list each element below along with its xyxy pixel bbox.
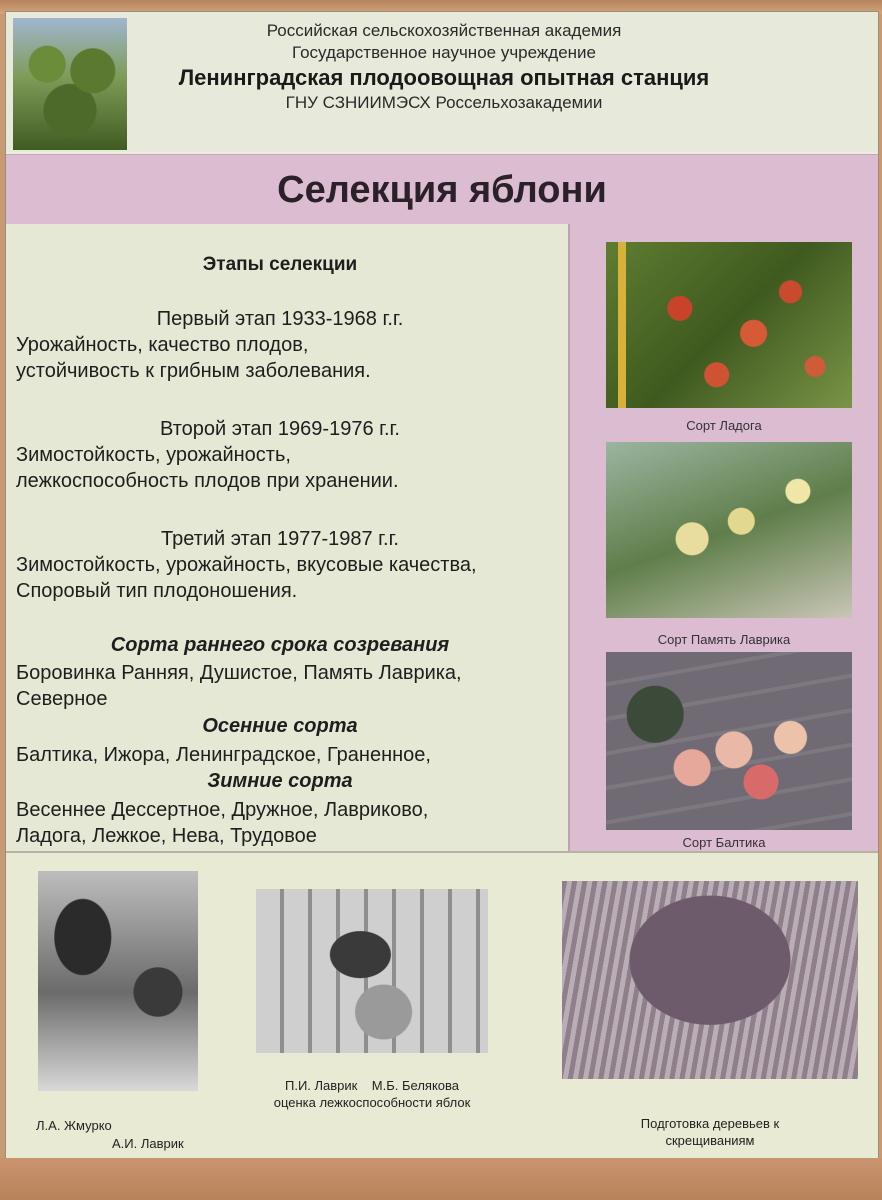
poster-title: Селекция яблони — [277, 169, 607, 211]
stage-1-title: Первый этап 1933-1968 г.г. — [156, 308, 404, 330]
tree-preparation-photo — [562, 881, 858, 1079]
autumn-varieties-heading: Осенние сорта — [202, 715, 358, 737]
academy-name: Российская сельскохозяйственная академия — [266, 21, 622, 40]
wooden-frame-bottom — [0, 1158, 882, 1200]
title-bar — [6, 154, 878, 226]
baltika-caption: Сорт Балтика — [682, 835, 766, 850]
ladoga-caption: Сорт Ладога — [686, 418, 762, 433]
stage-2-line-2: лежкоспособность плодов при хранении. — [16, 470, 399, 492]
institution-abbrev: ГНУ СЗНИИМЭСХ Россельхозакадемии — [285, 93, 603, 112]
stage-1-line-2: устойчивость к грибным заболевания. — [16, 360, 371, 382]
institution-type: Государственное научное учреждение — [292, 43, 596, 62]
photo-1-caption-line-2: А.И. Лаврик — [112, 1136, 184, 1151]
photo-3-caption-line-2: скрещиваниям — [665, 1133, 755, 1148]
pamyat-lavrika-apple-photo — [606, 442, 852, 618]
photo-2-caption-line-2: оценка лежкоспособности яблок — [273, 1095, 471, 1110]
early-varieties-line-2: Северное — [16, 688, 108, 710]
stage-1-line-1: Урожайность, качество плодов, — [16, 334, 309, 356]
pamyat-lavrika-caption: Сорт Память Лаврика — [657, 632, 791, 647]
selection-text-panel — [6, 224, 570, 851]
stage-2-line-1: Зимостойкость, урожайность, — [16, 444, 291, 466]
variety-photos-column — [570, 224, 878, 851]
header-text — [134, 20, 754, 114]
station-name: Ленинградская плодоовощная опытная станция — [178, 65, 710, 90]
poster-header — [6, 12, 878, 152]
autumn-varieties-line-1: Балтика, Ижора, Ленинградское, Граненное, — [16, 744, 431, 766]
stage-3-line-2: Споровый тип плодоношения. — [16, 580, 298, 602]
photo-2-caption-line-1: П.И. Лаврик М.Б. Белякова — [284, 1078, 460, 1093]
stage-3-line-1: Зимостойкость, урожайность, вкусовые качества, — [16, 554, 477, 576]
stage-2-title: Второй этап 1969-1976 г.г. — [160, 418, 400, 440]
winter-varieties-line-2: Ладога, Лежкое, Нева, Трудовое — [16, 825, 317, 847]
early-varieties-line-1: Боровинка Ранняя, Душистое, Память Лаврика, — [16, 662, 462, 684]
winter-varieties-heading: Зимние сорта — [207, 770, 353, 792]
stage-3-title: Третий этап 1977-1987 г.г. — [161, 528, 399, 550]
photo-3-caption-line-1: Подготовка деревьев к — [640, 1116, 780, 1131]
zhmurko-lavrik-photo — [38, 871, 198, 1091]
historical-photos-section — [6, 851, 878, 1160]
early-varieties-heading: Сорта раннего срока созревания — [110, 634, 450, 656]
baltika-apple-photo — [606, 652, 852, 830]
ladoga-apple-photo — [606, 242, 852, 408]
photo-1-caption-line-1: Л.А. Жмурко — [36, 1118, 112, 1133]
info-poster — [6, 12, 878, 1158]
apple-tree-photo — [13, 18, 127, 150]
winter-varieties-line-1: Весеннее Дессертное, Дружное, Лавриково, — [16, 799, 429, 821]
stages-heading: Этапы селекции — [202, 254, 358, 275]
storage-evaluation-photo — [256, 889, 488, 1053]
